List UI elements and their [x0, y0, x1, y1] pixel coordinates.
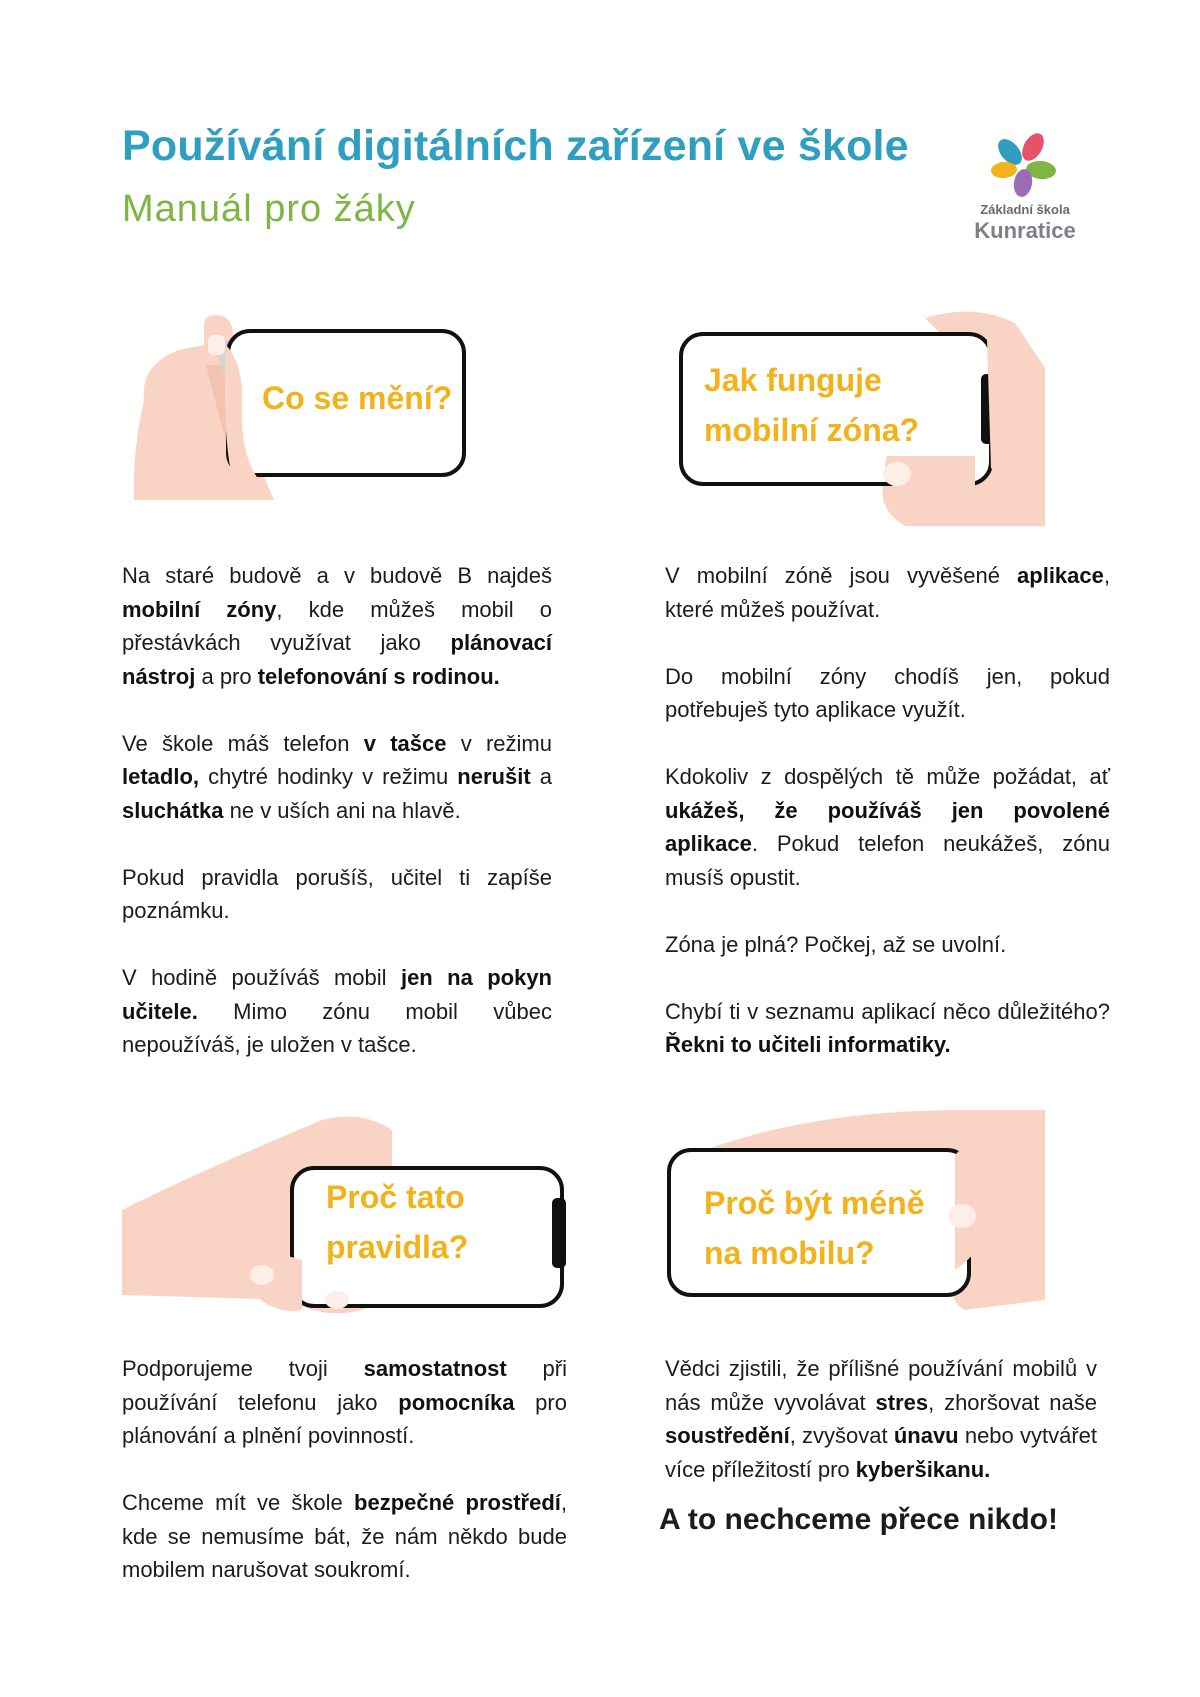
paragraph: Chceme mít ve škole bezpečné prostředí, kde se nemusíme bát, že nám někdo bude mobilem narušovat soukromí. — [122, 1490, 568, 1582]
heading-line-1: Proč tato — [326, 1179, 465, 1215]
paragraph: Na staré budově a v budově B najdeš mobilní zóny, kde můžeš mobil o přestávkách využívat jako plánovací nástroj a pro telefonování s rodinou. — [122, 563, 552, 689]
heading-line-1: Proč být méně — [704, 1185, 925, 1221]
section-heading-mobilni-zona — [704, 355, 919, 455]
paragraph: Do mobilní zóny chodíš jen, pokud potřebuješ tyto aplikace využít. — [665, 663, 1110, 722]
heading-line-1: Jak funguje — [704, 362, 882, 398]
mobilni-zona-text — [665, 559, 1110, 1062]
hand-phone-illustration — [122, 1110, 572, 1320]
section-heading-mene-na-mobilu — [704, 1178, 925, 1278]
paragraph: Chybí ti v seznamu aplikací něco důležitého? Řekni to učiteli informatiky. — [665, 998, 1110, 1057]
paragraph: Kdokoliv z dospělých tě může požádat, ať ukážeš, že používáš jen povolené aplikace. Pokud telefon neukážeš, zónu musíš opustit. — [665, 764, 1110, 890]
hand-phone-illustration — [675, 308, 1055, 528]
page-title: Používání digitálních zařízení ve škole — [122, 122, 909, 170]
paragraph: V hodině používáš mobil jen na pokyn učitele. Mimo zónu mobil vůbec nepoužíváš, je uložen v tašce. — [122, 965, 552, 1057]
heading-line-2: mobilní zóna? — [704, 412, 920, 448]
mene-na-mobilu-text — [665, 1352, 1097, 1486]
co-se-meni-text — [122, 559, 552, 1062]
page-subtitle: Manuál pro žáky — [122, 188, 416, 230]
paragraph: V mobilní zóně jsou vyvěšené aplikace, které můžeš používat. — [665, 563, 1110, 622]
heading-line-2: na mobilu? — [704, 1235, 875, 1271]
closing-statement: A to nechceme přece nikdo! — [659, 1503, 1058, 1536]
section-heading-co-se-meni: Co se mění? — [262, 380, 453, 416]
paragraph: Zóna je plná? Počkej, až se uvolní. — [665, 931, 1007, 957]
paragraph: Ve škole máš telefon v tašce v režimu letadlo, chytré hodinky v režimu nerušit a sluchátka ne v uších ani na hlavě. — [122, 730, 552, 823]
paragraph: Pokud pravidla porušíš, učitel ti zapíše poznámku. — [122, 864, 552, 923]
school-logo — [960, 130, 1090, 250]
paragraph: Vědci zjistili, že přílišné používání mobilů v nás může vyvolávat stres, zhoršovat naše soustředění, zvyšovat únavu nebo vytvářet více příležitostí pro kyberšikanu. — [665, 1356, 1098, 1482]
proc-pravidla-text — [122, 1352, 567, 1587]
logo-flower-icon — [988, 130, 1058, 200]
section-heading-proc-pravidla — [326, 1172, 468, 1272]
heading-line-2: pravidla? — [326, 1229, 469, 1265]
logo-line-2: Kunratice — [974, 218, 1076, 243]
hand-phone-illustration — [665, 1110, 1065, 1325]
hand-phone-illustration — [134, 305, 484, 505]
logo-line-1: Základní škola — [980, 202, 1070, 217]
paragraph: Podporujeme tvoji samostatnost při používání telefonu jako pomocníka pro plánování a plnění povinností. — [122, 1356, 568, 1448]
